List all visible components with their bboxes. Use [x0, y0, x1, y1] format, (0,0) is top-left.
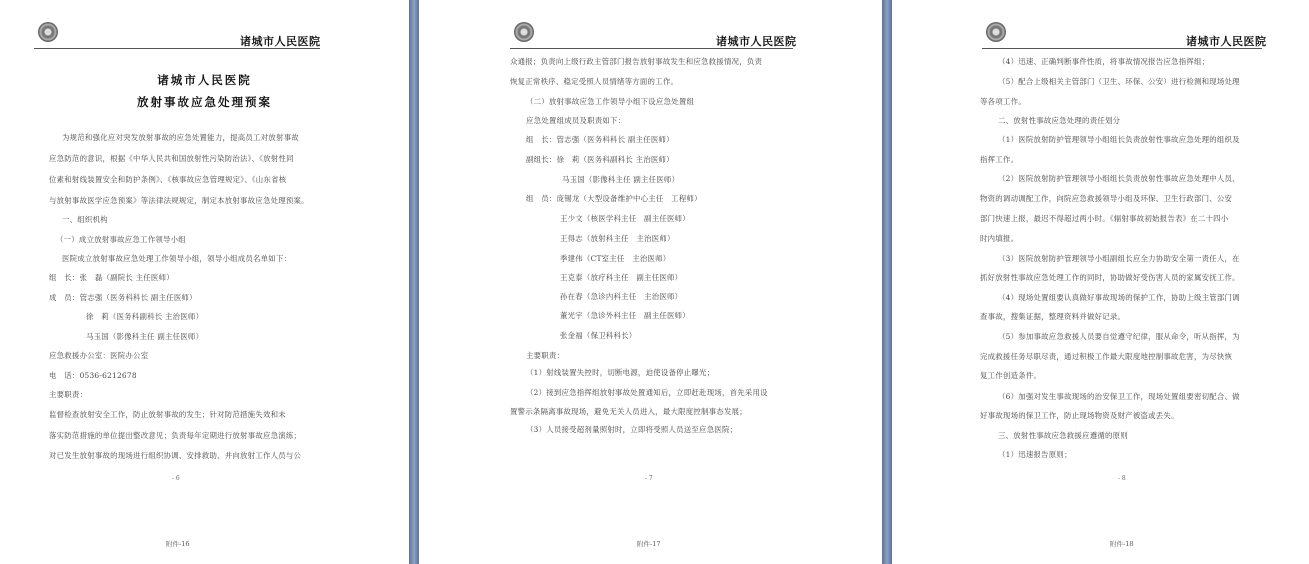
text-line: 马玉国（影像科主任 副主任医师）: [86, 332, 204, 341]
text-line: 组 长：管志强（医务科科长 副主任医师）: [526, 135, 674, 144]
document-page-1: [0, 0, 409, 564]
text-line: 成 员：管志强（医务科科长 副主任医师）: [49, 293, 197, 302]
text-line: 好事故现场的保卫工作，防止现场物资及财产被盗或丢失。: [980, 411, 1179, 420]
text-line: 查事故，搜集证据，整理资料并做好记录。: [980, 312, 1126, 321]
page-footer: 附件-16: [166, 540, 190, 548]
text-line: （3）医院放射防护管理领导小组副组长应全力协助安全第一责任人，在: [998, 254, 1240, 263]
document-page-3: [892, 0, 1309, 564]
header-rule: [982, 48, 1262, 49]
text-line: 季建伟（CT室主任 主治医师）: [560, 254, 671, 263]
text-line: 医院成立放射事故应急处理工作领导小组，领导小组成员名单如下：: [62, 254, 292, 263]
header-rule: [510, 48, 793, 49]
text-line: （5）配合上级相关主管部门（卫生、环保、公安）进行检测和现场处理: [998, 77, 1240, 86]
text-line: （2）医院放射防护管理领导小组组长负责放射性事故应急处理中人员、: [998, 174, 1240, 183]
text-line: 电 话：0536-6212678: [49, 371, 137, 380]
page-separator: [409, 0, 419, 564]
text-line: 主要职责：: [526, 351, 565, 360]
text-line: 等各项工作。: [980, 97, 1026, 106]
text-line: （3）人员接受超剂量照射时，立即将受照人员送至应急医院；: [526, 425, 738, 434]
hospital-logo-icon: [514, 22, 534, 42]
text-line: 完成救援任务尽职尽责，通过积极工作最大限度地控制事故危害，为尽快恢: [980, 352, 1233, 361]
text-line: （1）射线装置失控时，切断电源，迫使设备停止曝光；: [526, 368, 715, 377]
page-footer: 附件-18: [1110, 540, 1134, 548]
text-line: 应急防范的意识，根据《中华人民共和国放射性污染防治法》、《放射性同: [49, 154, 294, 163]
page-number: - 6: [172, 475, 180, 482]
hospital-name: 诸城市人民医院: [1186, 35, 1267, 48]
text-line: 王克泰（放疗科主任 副主任医师）: [560, 273, 683, 282]
document-page-2: [419, 0, 882, 564]
text-line: 恢复正常秩序、稳定受照人员情绪等方面的工作。: [510, 77, 679, 86]
text-line: 时内填报。: [980, 234, 1019, 243]
text-line: （4）迅速、正确判断事件性质，将事故情况报告应急指挥组；: [998, 57, 1210, 66]
text-line: （1）医院放射防护管理领导小组组长负责放射性事故应急处理的组织及: [998, 135, 1240, 144]
hospital-name: 诸城市人民医院: [716, 35, 797, 48]
page-header: [419, 0, 882, 52]
text-line: 王得志（放射科主任 主治医师）: [560, 234, 675, 243]
text-line: 三、放射性事故应急救援应遵循的原则: [998, 431, 1128, 440]
text-line: 二、放射性事故应急处理的责任划分: [998, 116, 1121, 125]
text-line: （一）成立放射事故应急工作领导小组: [56, 235, 186, 244]
text-line: （6）加强对发生事故现场的治安保卫工作，现场处置组要密切配合、做: [998, 392, 1240, 401]
text-line: 部门快速上报，最迟不得超过两小时。《辐射事故初始报告表》在二十四小: [980, 214, 1229, 223]
text-line: （1）迅速报告原则；: [998, 450, 1072, 459]
text-line: （4）现场处置组要认真做好事故现场的保护工作，协助上级主管部门调: [998, 293, 1240, 302]
text-line: 副组长：徐 莉（医务科副科长 主治医师）: [526, 155, 674, 164]
text-line: 马玉国（影像科主任 副主任医师）: [562, 175, 680, 184]
text-line: （5）参加事故应急救援人员要自觉遵守纪律，服从命令，听从指挥，为: [998, 332, 1240, 341]
text-line: 应急救援办公室：医院办公室: [49, 351, 149, 360]
text-line: 为规范和强化应对突发放射事故的应急处置能力，提高员工对放射事故: [62, 133, 299, 142]
hospital-logo-icon: [986, 22, 1006, 42]
page-separator: [882, 0, 892, 564]
text-line: 应急处置组成员及职责如下：: [526, 116, 626, 125]
text-line: 组 长：张 磊（副院长 主任医师）: [49, 273, 174, 282]
page-header: [892, 0, 1309, 52]
text-line: 张金福（保卫科科长）: [560, 331, 637, 340]
text-line: 王少文（核医学科主任 副主任医师）: [560, 214, 690, 223]
page-footer: 附件-17: [637, 540, 661, 548]
text-line: 置警示条隔离事故现场，避免无关人员进入，最大限度控制事态发展；: [510, 407, 747, 416]
hospital-logo-icon: [38, 22, 58, 42]
text-line: 众通报；负责向上级行政主管部门报告放射事故发生和应急救援情况，负责: [510, 57, 763, 66]
page-header: [0, 0, 409, 52]
text-line: 对已发生放射事故的现场进行组织协调、安排救助、并向放射工作人员与公: [49, 451, 302, 460]
text-line: 孙在春（急诊内科主任 主治医师）: [560, 292, 683, 301]
text-line: （二）放射事故应急工作领导小组下设应急处置组: [526, 97, 695, 106]
text-line: 落实防范措施的单位提出整改意见；负责每年定期进行放射事故应急演练；: [49, 431, 302, 440]
text-line: 徐 莉（医务科副科长 主治医师）: [86, 312, 204, 321]
text-line: 位素和射线装置安全和防护条例》、《核事故应急管理规定》、《山东省核: [49, 175, 287, 184]
page-number: - 8: [1118, 475, 1126, 482]
text-line: 主要职责：: [49, 390, 88, 399]
text-line: 指挥工作。: [980, 155, 1019, 164]
header-rule: [34, 48, 320, 49]
document-subtitle: 放射事故应急处理预案: [137, 95, 272, 109]
text-line: 抓好放射性事故应急处理工作的同时，协助做好受伤害人员的家属安抚工作。: [980, 273, 1240, 282]
text-line: 组 员：庞锡龙（大型设备维护中心主任 工程师）: [526, 194, 702, 203]
text-line: 一、组织机构: [62, 215, 108, 224]
text-line: 物资的调动调配工作，向院应急救援领导小组及环保、卫生行政部门、公安: [980, 194, 1233, 203]
page-number: - 7: [645, 475, 653, 482]
hospital-name: 诸城市人民医院: [240, 35, 321, 48]
document-title: 诸城市人民医院: [157, 73, 252, 87]
text-line: 监督检查放射安全工作，防止放射事故的发生；针对防范措施失效和未: [49, 410, 286, 419]
text-line: 董光宇（急诊外科主任 副主任医师）: [560, 311, 690, 320]
text-line: （2）接到应急指挥组放射事故处置通知后，立即赶赴现场，首先采用设: [526, 388, 768, 397]
text-line: 复工作创造条件。: [980, 371, 1042, 380]
text-line: 与放射事故医学应急预案》等法律法规规定，制定本放射事故应急处理预案。: [49, 196, 309, 205]
